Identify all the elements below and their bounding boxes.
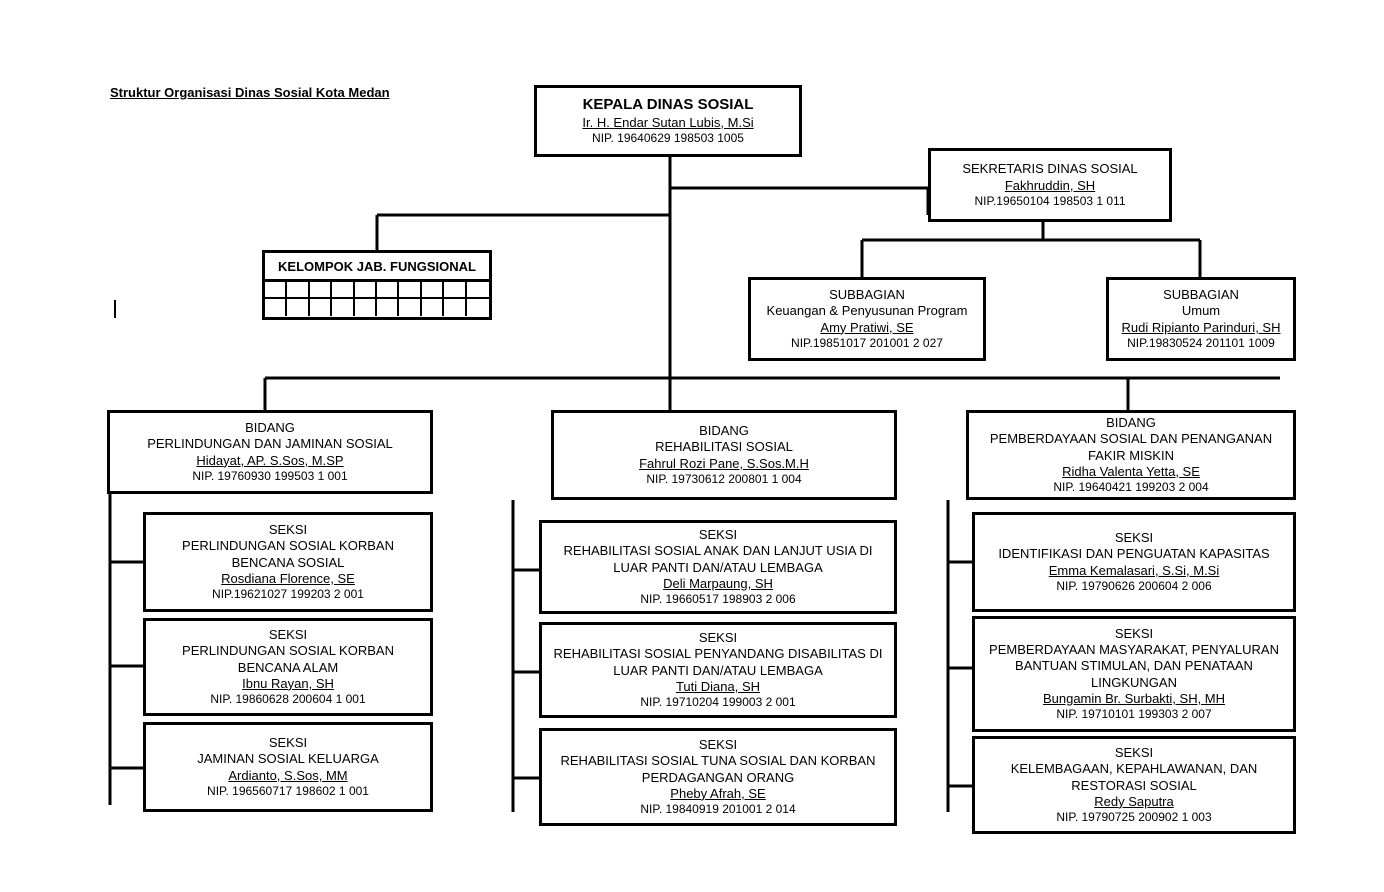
- node-title: SUBBAGIAN: [1163, 287, 1239, 303]
- node-subtitle: Umum: [1181, 303, 1221, 319]
- kelompok-cell: [467, 282, 489, 299]
- kelompok-cell: [355, 282, 377, 299]
- node-seksi-identifikasi-penguatan-kapasitas[interactable]: [972, 512, 1296, 612]
- node-nip: NIP. 19790725 200902 1 003: [1056, 810, 1212, 824]
- node-subtitle: JAMINAN SOSIAL KELUARGA: [197, 751, 379, 767]
- node-nip: NIP. 19640629 198503 1005: [592, 131, 744, 145]
- node-nip: NIP. 19710101 199303 2 007: [1056, 707, 1212, 722]
- node-subtitle: REHABILITASI SOSIAL TUNA SOSIAL DAN KORBAN PERDAGANGAN ORANG: [560, 753, 876, 785]
- node-seksi-rehabilitasi-anak-lansia[interactable]: [539, 520, 897, 614]
- node-subtitle: REHABILITASI SOSIAL ANAK DAN LANJUT USIA DI LUAR PANTI DAN/ATAU LEMBAGA: [563, 543, 873, 575]
- node-nip: NIP. 19660517 198903 2 006: [640, 592, 796, 606]
- node-nip: NIP. 19760930 199503 1 001: [192, 468, 348, 483]
- page-title: Struktur Organisasi Dinas Sosial Kota Medan: [110, 85, 390, 100]
- node-subtitle: PEMBERDAYAAN SOSIAL DAN PENANGANAN FAKIR MISKIN: [989, 431, 1273, 463]
- kelompok-cell: [422, 282, 444, 299]
- node-seksi-perlindungan-bencana-sosial[interactable]: [143, 512, 433, 612]
- kelompok-cell: [332, 299, 354, 316]
- node-bidang-pemberdayaan[interactable]: [966, 410, 1296, 500]
- kelompok-cell: [287, 299, 309, 316]
- node-title: SEKRETARIS DINAS SOSIAL: [962, 161, 1138, 177]
- node-seksi-rehabilitasi-disabilitas[interactable]: [539, 622, 897, 718]
- kelompok-cell: [399, 299, 421, 316]
- node-nip: NIP. 19710204 199003 2 001: [640, 695, 796, 709]
- kelompok-cell: [265, 299, 287, 316]
- node-title: KEPALA DINAS SOSIAL: [582, 96, 754, 113]
- node-kepala-dinas[interactable]: [534, 85, 802, 157]
- node-title: SEKSI: [1114, 530, 1154, 546]
- kelompok-label: KELOMPOK JAB. FUNGSIONAL: [265, 253, 489, 282]
- node-nip: NIP. 19730612 200801 1 004: [646, 471, 802, 486]
- kelompok-cell: [444, 282, 466, 299]
- kelompok-cell: [355, 299, 377, 316]
- node-seksi-kelembagaan-kepahlawanan[interactable]: [972, 736, 1296, 834]
- node-kelompok-jabatan-fungsional[interactable]: [262, 250, 492, 320]
- node-subtitle: IDENTIFIKASI DAN PENGUATAN KAPASITAS: [998, 546, 1270, 562]
- node-nip: NIP. 19640421 199203 2 004: [1053, 480, 1209, 494]
- node-nip: NIP. 19840919 201001 2 014: [640, 802, 796, 816]
- node-person: Ridha Valenta Yetta, SE: [1062, 463, 1200, 479]
- node-person: Amy Pratiwi, SE: [820, 319, 914, 335]
- kelompok-cell: [377, 299, 399, 316]
- node-subbagian-keuangan[interactable]: [748, 277, 986, 361]
- node-title: SEKSI: [1114, 745, 1154, 760]
- node-person: Ardianto, S.Sos, MM: [228, 767, 348, 783]
- node-nip: NIP. 19790626 200604 2 006: [1056, 578, 1212, 593]
- node-sekretaris[interactable]: [928, 148, 1172, 222]
- node-title: BIDANG: [1106, 415, 1156, 430]
- node-subtitle: PEMBERDAYAAN MASYARAKAT, PENYALURAN BANTUAN STIMULAN, DAN PENATAAN LINGKUNGAN: [989, 642, 1279, 690]
- kelompok-cell: [399, 282, 421, 299]
- node-person: Ibnu Rayan, SH: [242, 675, 334, 691]
- node-nip: NIP.19830524 201101 1009: [1127, 335, 1275, 350]
- kelompok-cell: [444, 299, 466, 316]
- node-person: Pheby Afrah, SE: [670, 785, 766, 801]
- node-title: SEKSI: [698, 630, 738, 645]
- node-nip: NIP.19621027 199203 2 001: [212, 587, 364, 601]
- node-title: BIDANG: [699, 423, 749, 439]
- kelompok-cell: [467, 299, 489, 316]
- kelompok-grid: [265, 282, 489, 316]
- kelompok-cell: [422, 299, 444, 316]
- node-subtitle: PERLINDUNGAN DAN JAMINAN SOSIAL: [147, 436, 393, 452]
- node-seksi-jaminan-sosial-keluarga[interactable]: [143, 722, 433, 812]
- node-title: SEKSI: [268, 627, 308, 642]
- node-person: Rosdiana Florence, SE: [221, 570, 355, 586]
- node-person: Redy Saputra: [1094, 793, 1174, 809]
- node-person: Tuti Diana, SH: [675, 678, 761, 694]
- node-title: SEKSI: [268, 522, 308, 537]
- node-person: Ir. H. Endar Sutan Lubis, M.Si: [582, 114, 754, 130]
- node-nip: NIP. 196560717 198602 1 001: [207, 783, 369, 798]
- node-title: SEKSI: [698, 737, 738, 752]
- node-title: SEKSI: [698, 527, 738, 542]
- node-subtitle: Keuangan & Penyusunan Program: [766, 303, 968, 319]
- kelompok-cell: [287, 282, 309, 299]
- node-person: Bungamin Br. Surbakti, SH, MH: [1042, 690, 1226, 706]
- node-nip: NIP.19851017 201001 2 027: [791, 335, 943, 350]
- node-subtitle: KELEMBAGAAN, KEPAHLAWANAN, DAN RESTORASI SOSIAL: [1010, 761, 1258, 793]
- node-seksi-rehabilitasi-tuna-sosial[interactable]: [539, 728, 897, 826]
- node-person: Fahrul Rozi Pane, S.Sos.M.H: [639, 455, 809, 471]
- kelompok-cell: [310, 282, 332, 299]
- node-nip: NIP.19650104 198503 1 011: [974, 193, 1126, 208]
- node-bidang-perlindungan[interactable]: [107, 410, 433, 494]
- kelompok-cell: [265, 282, 287, 299]
- node-seksi-pemberdayaan-masyarakat[interactable]: [972, 616, 1296, 732]
- kelompok-cell: [377, 282, 399, 299]
- node-person: Deli Marpaung, SH: [663, 575, 773, 591]
- node-subtitle: REHABILITASI SOSIAL: [655, 439, 793, 455]
- node-person: Hidayat, AP. S.Sos, M.SP: [196, 452, 344, 468]
- node-subtitle: REHABILITASI SOSIAL PENYANDANG DISABILITAS DI LUAR PANTI DAN/ATAU LEMBAGA: [553, 646, 883, 678]
- node-person: Fakhruddin, SH: [1004, 177, 1096, 193]
- node-subbagian-umum[interactable]: [1106, 277, 1296, 361]
- node-seksi-perlindungan-bencana-alam[interactable]: [143, 618, 433, 716]
- node-nip: NIP. 19860628 200604 1 001: [210, 692, 366, 706]
- node-subtitle: PERLINDUNGAN SOSIAL KORBAN BENCANA SOSIAL: [182, 538, 394, 570]
- kelompok-cell: [310, 299, 332, 316]
- kelompok-cell: [332, 282, 354, 299]
- node-person: Emma Kemalasari, S.Si, M.Si: [1048, 562, 1220, 578]
- node-title: SEKSI: [1114, 625, 1154, 641]
- node-title: SUBBAGIAN: [829, 287, 905, 303]
- node-person: Rudi Ripianto Parinduri, SH: [1121, 319, 1281, 335]
- node-title: BIDANG: [245, 420, 295, 436]
- node-title: SEKSI: [268, 735, 308, 751]
- node-subtitle: PERLINDUNGAN SOSIAL KORBAN BENCANA ALAM: [182, 643, 394, 675]
- node-bidang-rehabilitasi[interactable]: [551, 410, 897, 500]
